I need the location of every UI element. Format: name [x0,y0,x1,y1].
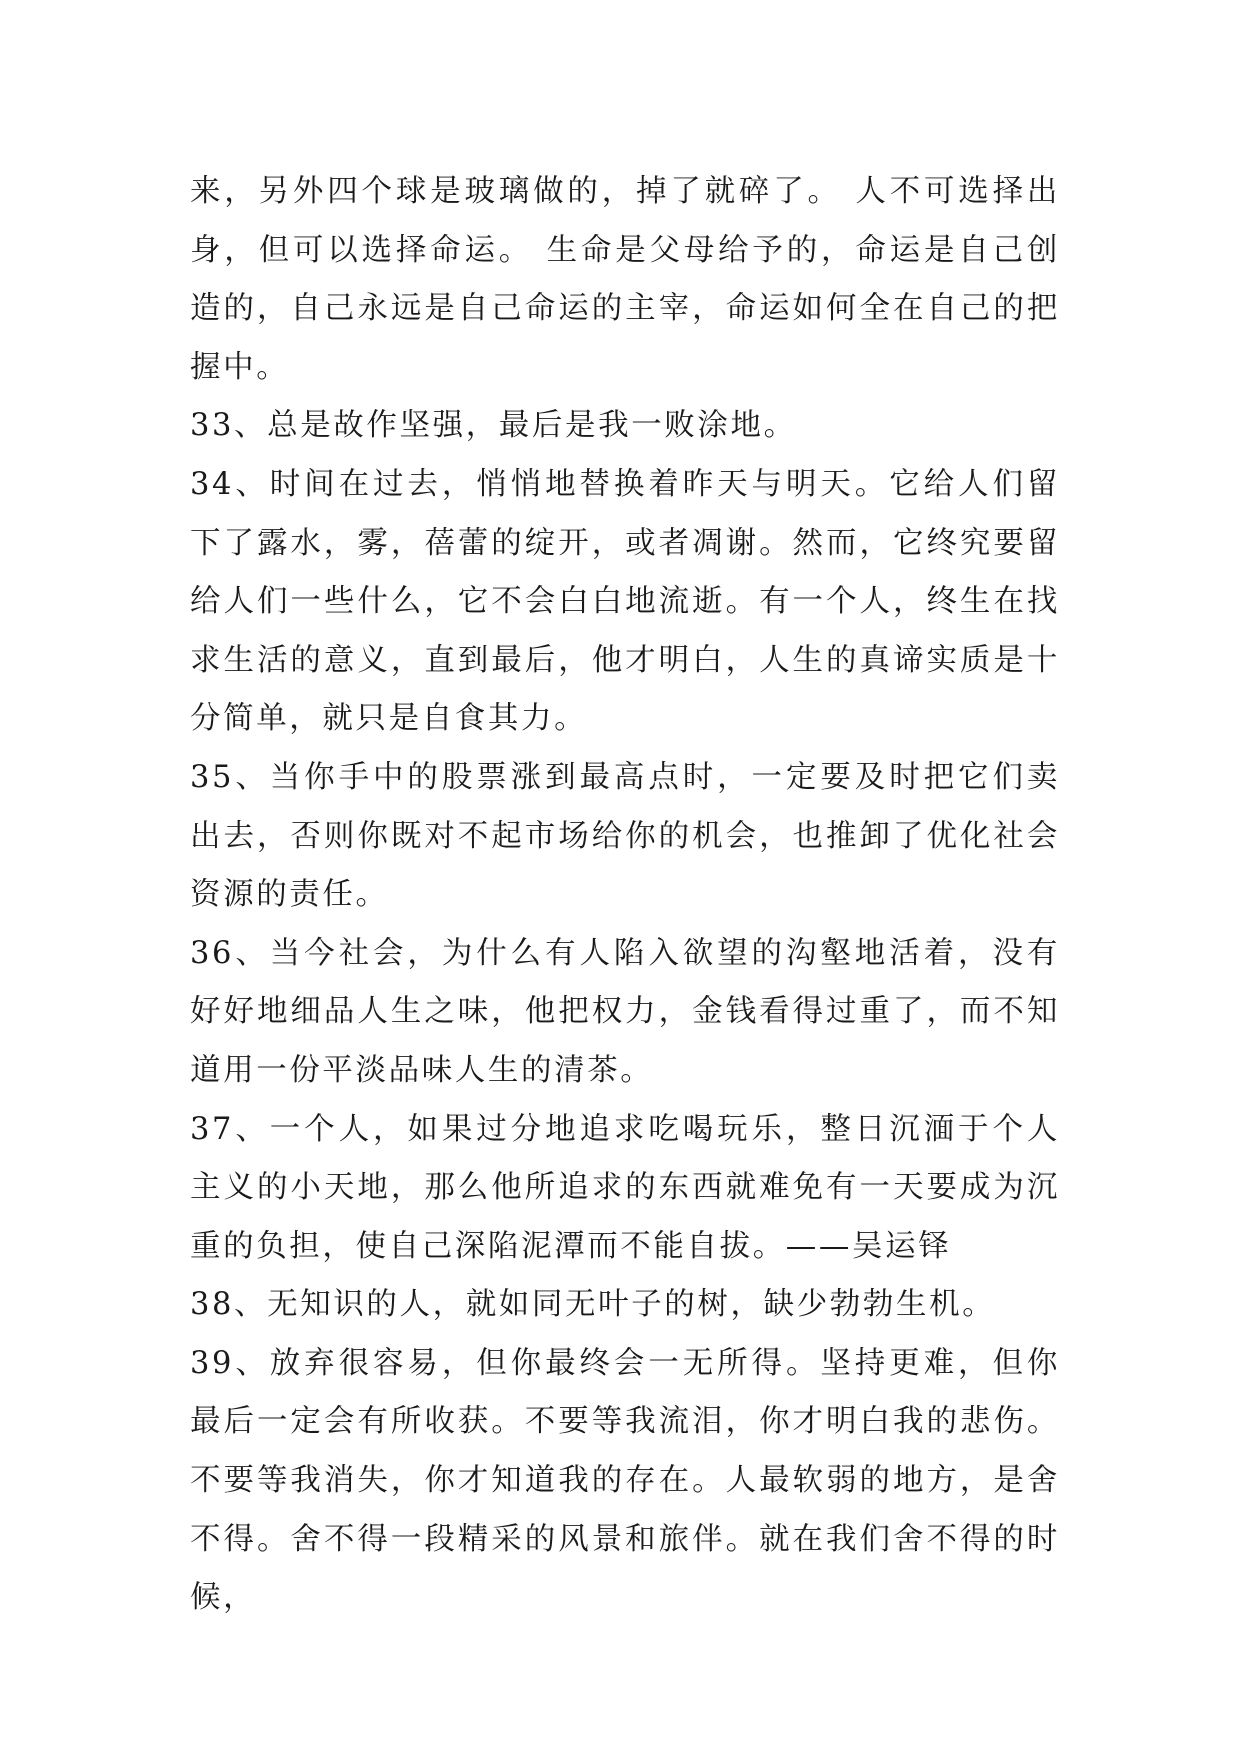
paragraph-33: 33、总是故作坚强，最后是我一败涂地。 [190,408,797,444]
body-text [190,163,1060,1628]
paragraph-38: 38、无知识的人，就如同无叶子的树，缺少勃勃生机。 [190,1287,996,1323]
paragraph-39: 39、放弃很容易，但你最终会一无所得。坚持更难，但你最后一定会有所收获。不要等我流泪，你才明白我的悲伤。不要等我消失，你才知道我的存在。人最软弱的地方，是舍不得。舍不得一段精采的风景和旅伴。就在我们舍不得的时候， [190,1345,1060,1616]
paragraph-35: 35、当你手中的股票涨到最高点时，一定要及时把它们卖出去，否则你既对不起市场给你的机会，也推卸了优化社会资源的责任。 [190,759,1060,913]
paragraph-37: 37、一个人，如果过分地追求吃喝玩乐，整日沉湎于个人主义的小天地，那么他所追求的东西就难免有一天要成为沉重的负担，使自己深陷泥潭而不能自拔。——吴运铎 [190,1111,1060,1264]
paragraph-34: 34、时间在过去，悄悄地替换着昨天与明天。它给人们留下了露水，雾，蓓蕾的绽开，或者凋谢。然而，它终究要留给人们一些什么，它不会白白地流逝。有一个人，终生在找求生活的意义，直到最后，他才明白，人生的真谛实质是十分简单，就只是自食其力。 [190,466,1060,737]
paragraph-continued: 来，另外四个球是玻璃做的，掉了就碎了。 人不可选择出身，但可以选择命运。 生命是父母给予的，命运是自己创造的，自己永远是自己命运的主宰，命运如何全在自己的把握中。 [190,174,1060,385]
paragraph-36: 36、当今社会，为什么有人陷入欲望的沟壑地活着，没有好好地细品人生之味，他把权力，金钱看得过重了，而不知道用一份平淡品味人生的清茶。 [190,935,1060,1088]
